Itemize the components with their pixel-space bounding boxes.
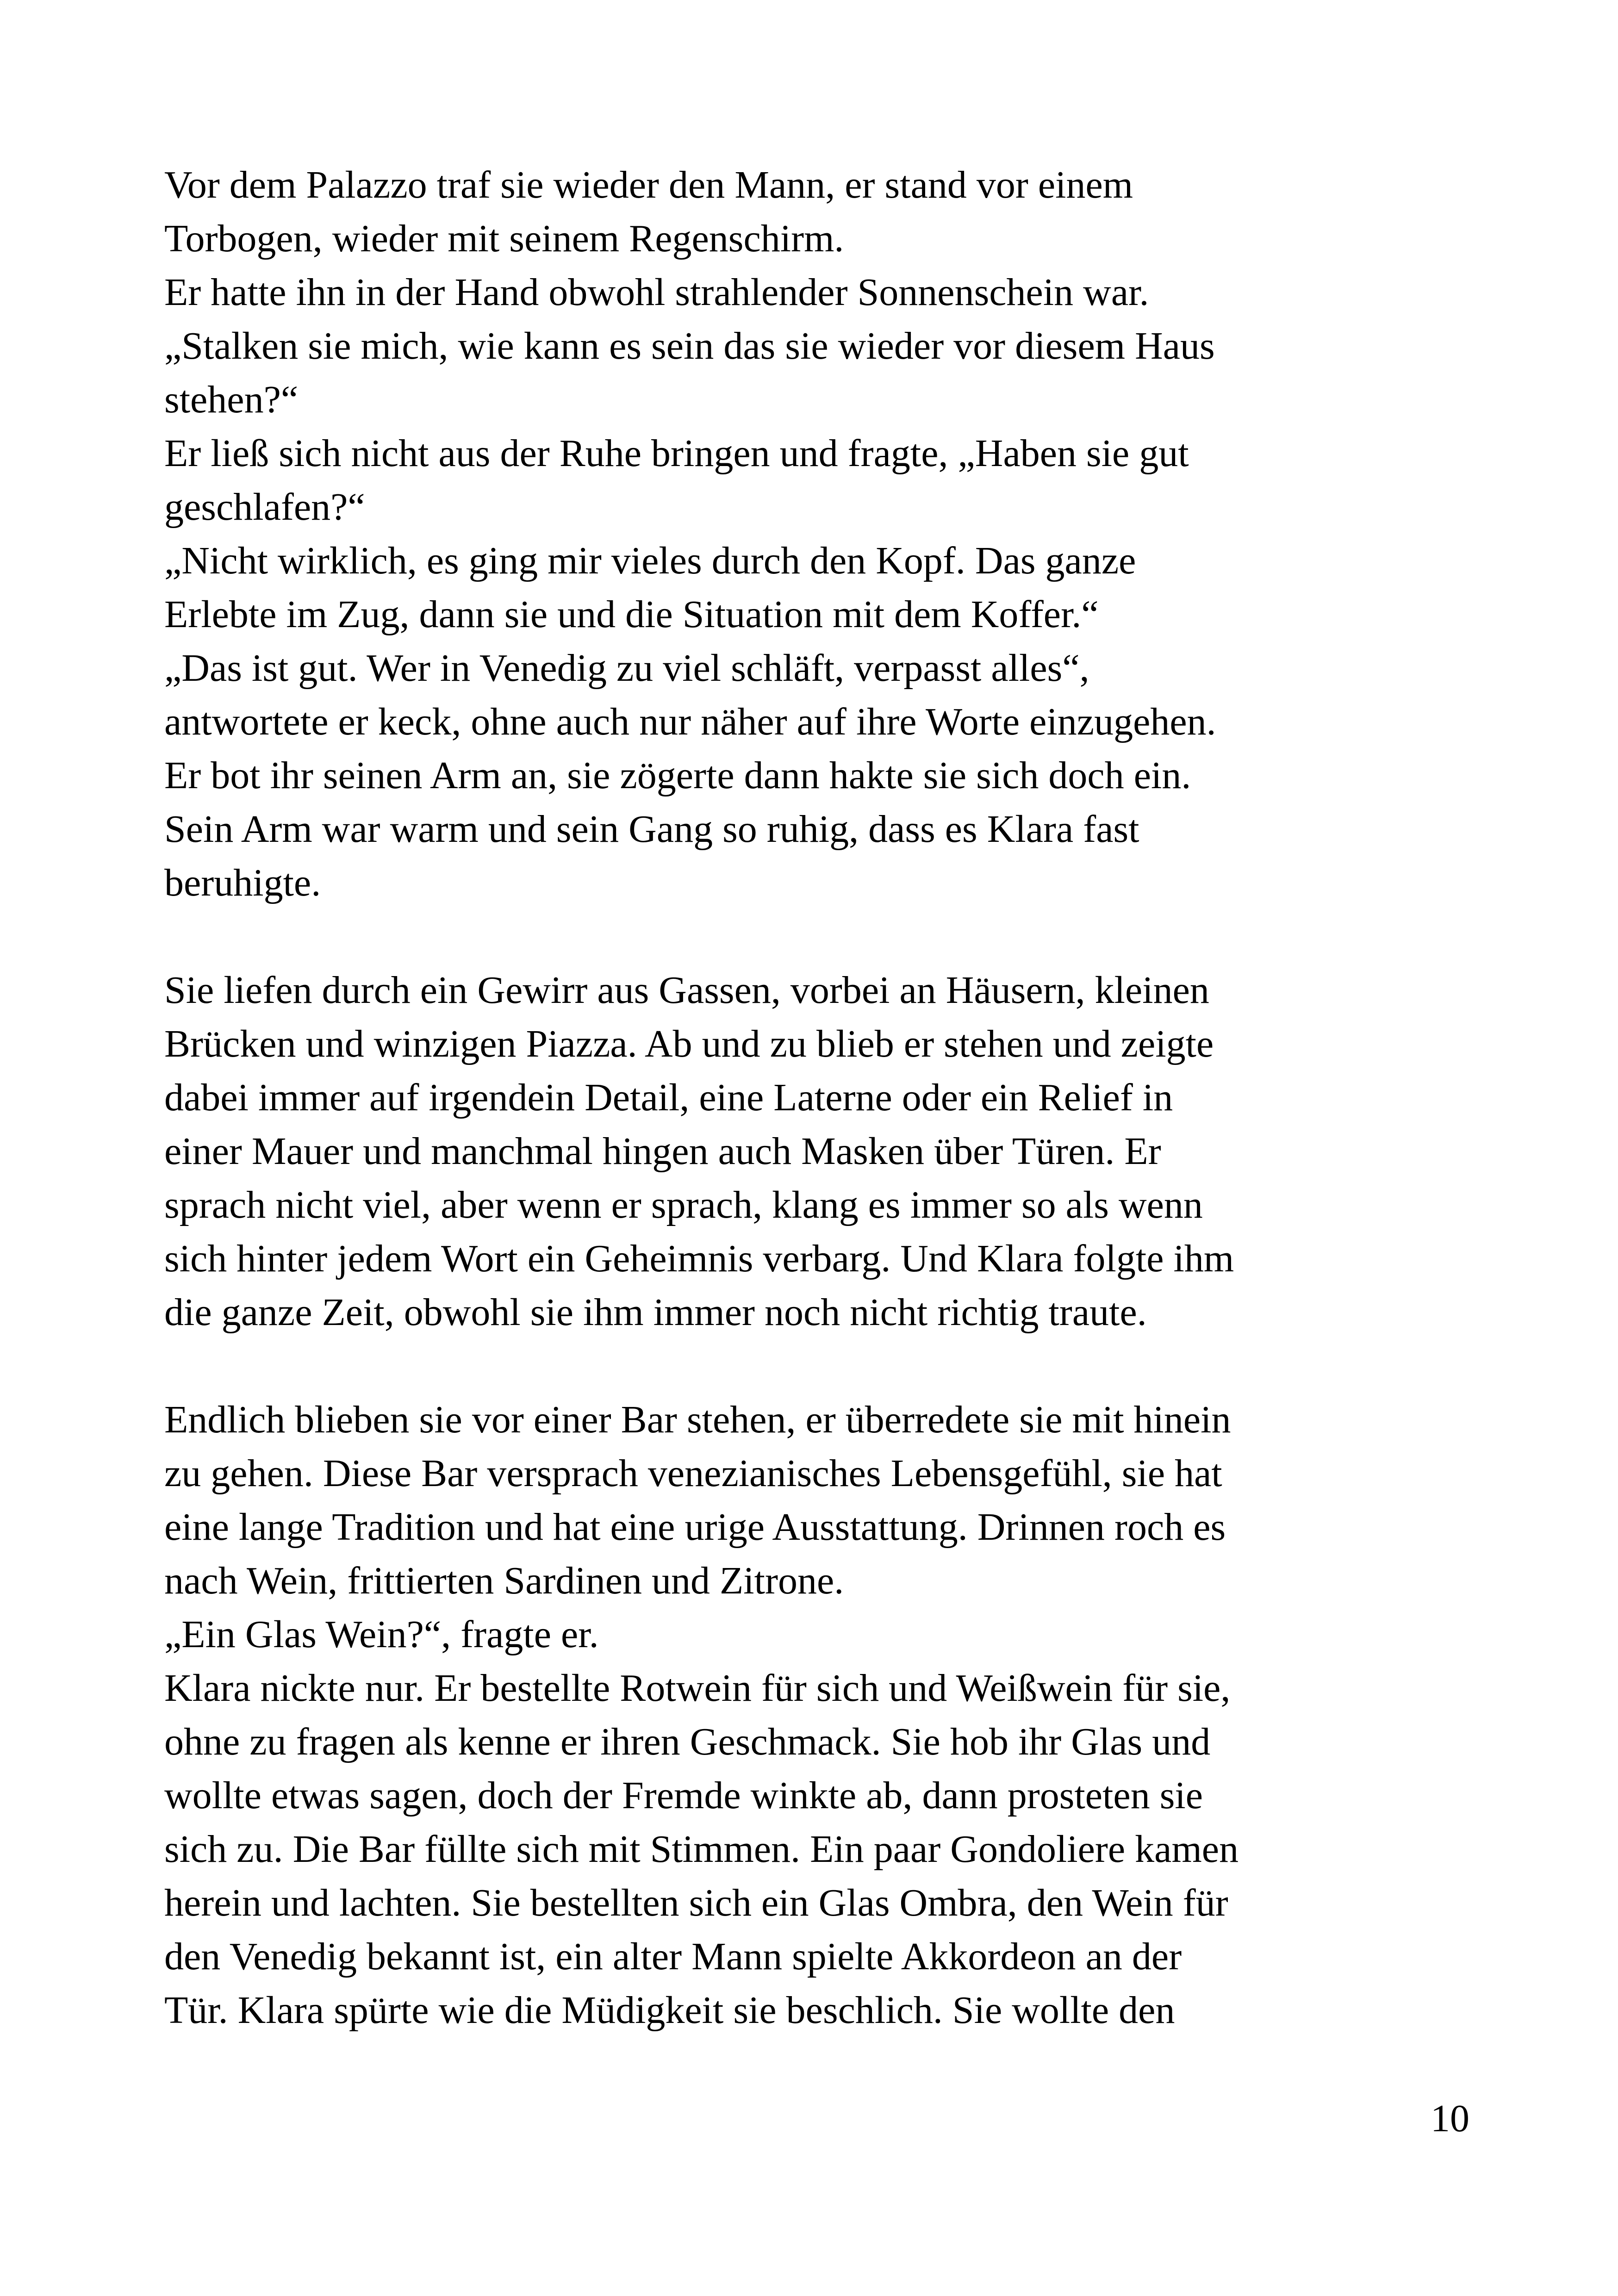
text-line: Er bot ihr seinen Arm an, sie zögerte dann hakte sie sich doch ein.	[164, 754, 1191, 797]
text-line: den Venedig bekannt ist, ein alter Mann spielte Akkordeon an der	[164, 1935, 1182, 1978]
text-line: Vor dem Palazzo traf sie wieder den Mann, er stand vor einem	[164, 163, 1133, 206]
text-line: sprach nicht viel, aber wenn er sprach, klang es immer so als wenn	[164, 1183, 1203, 1226]
text-line: zu gehen. Diese Bar versprach venezianisches Lebensgefühl, sie hat	[164, 1452, 1222, 1495]
text-line: ohne zu fragen als kenne er ihren Geschmack. Sie hob ihr Glas und	[164, 1720, 1211, 1763]
text-line: dabei immer auf irgendein Detail, eine Laterne oder ein Relief in	[164, 1076, 1173, 1119]
paragraph-gap	[164, 1339, 1506, 1393]
text-line: eine lange Tradition und hat eine urige Ausstattung. Drinnen roch es	[164, 1506, 1226, 1549]
text-line: Torbogen, wieder mit seinem Regenschirm.	[164, 217, 844, 260]
text-line: wollte etwas sagen, doch der Fremde winkte ab, dann prosteten sie	[164, 1774, 1203, 1817]
text-line: die ganze Zeit, obwohl sie ihm immer noch nicht richtig traute.	[164, 1291, 1147, 1334]
text-line: Sein Arm war warm und sein Gang so ruhig, dass es Klara fast	[164, 808, 1139, 851]
text-line: herein und lachten. Sie bestellten sich ein Glas Ombra, den Wein für	[164, 1881, 1228, 1924]
text-line: „Nicht wirklich, es ging mir vieles durch den Kopf. Das ganze	[164, 539, 1136, 582]
text-line: „Ein Glas Wein?“, fragte er.	[164, 1613, 599, 1656]
paragraph	[164, 1393, 1506, 2037]
text-line: Sie liefen durch ein Gewirr aus Gassen, vorbei an Häusern, kleinen	[164, 969, 1209, 1012]
text-line: „Das ist gut. Wer in Venedig zu viel schläft, verpasst alles“,	[164, 647, 1089, 690]
text-line: sich zu. Die Bar füllte sich mit Stimmen. Ein paar Gondoliere kamen	[164, 1828, 1239, 1871]
text-line: Er hatte ihn in der Hand obwohl strahlender Sonnenschein war.	[164, 271, 1149, 314]
text-line: „Stalken sie mich, wie kann es sein das sie wieder vor diesem Haus	[164, 324, 1215, 367]
paragraph	[164, 964, 1506, 1339]
text-line: Tür. Klara spürte wie die Müdigkeit sie beschlich. Sie wollte den	[164, 1989, 1175, 2032]
body-text	[164, 158, 1506, 2037]
text-line: antwortete er keck, ohne auch nur näher auf ihre Worte einzugehen.	[164, 700, 1216, 743]
text-line: beruhigte.	[164, 861, 321, 904]
text-line: Erlebte im Zug, dann sie und die Situation mit dem Koffer.“	[164, 593, 1099, 636]
page-number: 10	[1431, 2097, 1469, 2140]
text-line: Brücken und winzigen Piazza. Ab und zu blieb er stehen und zeigte	[164, 1022, 1214, 1065]
text-line: geschlafen?“	[164, 485, 365, 529]
text-line: Er ließ sich nicht aus der Ruhe bringen und fragte, „Haben sie gut	[164, 432, 1189, 475]
text-line: stehen?“	[164, 378, 299, 421]
text-line: sich hinter jedem Wort ein Geheimnis verbarg. Und Klara folgte ihm	[164, 1237, 1234, 1280]
text-line: Klara nickte nur. Er bestellte Rotwein für sich und Weißwein für sie,	[164, 1667, 1231, 1710]
paragraph-gap	[164, 910, 1506, 964]
text-line: nach Wein, frittierten Sardinen und Zitrone.	[164, 1559, 844, 1602]
text-line: Endlich blieben sie vor einer Bar stehen, er überredete sie mit hinein	[164, 1398, 1231, 1441]
text-line: einer Mauer und manchmal hingen auch Masken über Türen. Er	[164, 1130, 1161, 1173]
paragraph	[164, 158, 1506, 910]
